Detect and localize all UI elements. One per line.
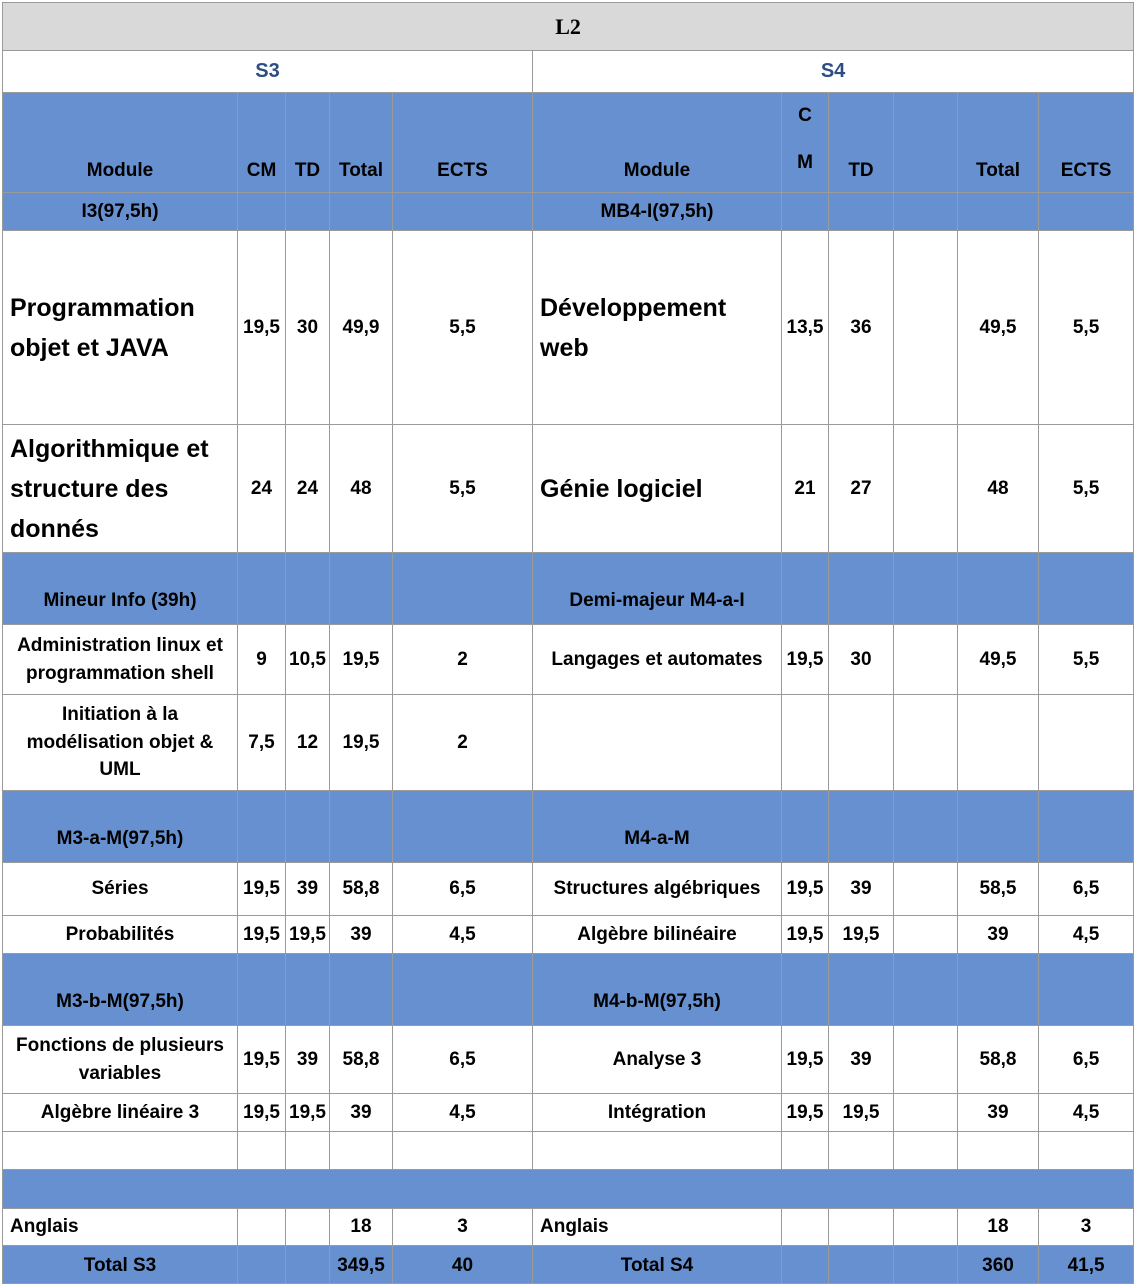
s3-td-value: 39 [286, 863, 330, 916]
table-row [3, 916, 1134, 954]
s4-ects-value: 6,5 [1039, 863, 1134, 916]
s4-module-name: Langages et automates [533, 625, 782, 695]
s4-ects-value: 4,5 [1039, 916, 1134, 954]
group-s4-label: M4-b-M(97,5h) [533, 954, 782, 1026]
s4-empty-cell [894, 1209, 958, 1246]
group-s3-label: M3-b-M(97,5h) [3, 954, 238, 1026]
s3-module-name: Programmation objet et JAVA [3, 231, 238, 425]
s4-module-name [533, 695, 782, 791]
table-row [3, 1209, 1134, 1246]
s3-ects-value: 2 [393, 625, 533, 695]
s4-module-name: Développement web [533, 231, 782, 425]
s4-total-value: 58,8 [958, 1026, 1039, 1094]
s4-total-value: 39 [958, 916, 1039, 954]
s3-ects-value: 6,5 [393, 863, 533, 916]
semester-row [3, 51, 1134, 93]
s3-td-value: 19,5 [286, 916, 330, 954]
s4-empty-cell [894, 1026, 958, 1094]
s3-module-name: Initiation à la modélisation objet & UML [3, 695, 238, 791]
s3-total-value: 19,5 [330, 695, 393, 791]
s3-module-name: Fonctions de plusieurs variables [3, 1026, 238, 1094]
semester-s3-label: S3 [3, 51, 533, 93]
s4-cm-value: 19,5 [782, 625, 829, 695]
table-row [3, 231, 1134, 425]
s3-cm-value: 19,5 [238, 863, 286, 916]
s4-td-value: 27 [829, 425, 894, 553]
s4-module-name: Intégration [533, 1094, 782, 1132]
s3-total-value: 48 [330, 425, 393, 553]
group-row-4 [3, 954, 1134, 1026]
s3-module-name: Anglais [3, 1209, 238, 1246]
s3-total-value: 19,5 [330, 625, 393, 695]
title-row [3, 3, 1134, 51]
s4-module-header: Module [533, 93, 782, 193]
s3-module-name: Algèbre linéaire 3 [3, 1094, 238, 1132]
total-s3-label: Total S3 [3, 1246, 238, 1284]
s4-ects-value: 5,5 [1039, 231, 1134, 425]
table-row [3, 1026, 1134, 1094]
s3-total-value: 18 [330, 1209, 393, 1246]
total-s4-label: Total S4 [533, 1246, 782, 1284]
s3-cm-value: 19,5 [238, 916, 286, 954]
s4-cm-header-line2: M [797, 151, 813, 173]
s3-cm-value: 19,5 [238, 1026, 286, 1094]
s4-cm-header [782, 93, 829, 193]
s4-cm-value: 19,5 [782, 1094, 829, 1132]
table-title: L2 [3, 3, 1134, 51]
s3-td-value: 10,5 [286, 625, 330, 695]
s3-td-value: 39 [286, 1026, 330, 1094]
s3-cm-value: 19,5 [238, 1094, 286, 1132]
s3-td-value: 12 [286, 695, 330, 791]
total-s3-ects: 40 [393, 1246, 533, 1284]
total-s3-hours: 349,5 [330, 1246, 393, 1284]
s4-ects-value: 5,5 [1039, 425, 1134, 553]
s4-module-name: Algèbre bilinéaire [533, 916, 782, 954]
s4-td-header: TD [829, 93, 894, 193]
s3-total-value: 58,8 [330, 1026, 393, 1094]
group-s3-label: I3(97,5h) [3, 193, 238, 231]
table-row [3, 863, 1134, 916]
s3-td-value: 24 [286, 425, 330, 553]
s3-module-header: Module [3, 93, 238, 193]
s4-cm-header-line1: C [798, 105, 812, 126]
table-row [3, 625, 1134, 695]
s3-ects-value: 6,5 [393, 1026, 533, 1094]
s4-total-value: 49,5 [958, 625, 1039, 695]
group-s3-label: Mineur Info (39h) [3, 553, 238, 625]
s3-cm-value [238, 1209, 286, 1246]
s4-module-name: Génie logiciel [533, 425, 782, 553]
s4-empty-cell [894, 916, 958, 954]
total-s4-hours: 360 [958, 1246, 1039, 1284]
s4-total-value: 49,5 [958, 231, 1039, 425]
s4-ects-header: ECTS [1039, 93, 1134, 193]
s4-empty-cell [894, 1094, 958, 1132]
totals-row [3, 1246, 1134, 1284]
s4-module-name: Anglais [533, 1209, 782, 1246]
s4-empty-cell [894, 231, 958, 425]
s3-ects-value: 5,5 [393, 425, 533, 553]
s3-td-value: 19,5 [286, 1094, 330, 1132]
s3-total-value: 49,9 [330, 231, 393, 425]
s3-total-value: 58,8 [330, 863, 393, 916]
s3-cm-value: 24 [238, 425, 286, 553]
s4-ects-value [1039, 695, 1134, 791]
s4-empty-cell [894, 625, 958, 695]
s3-ects-value: 5,5 [393, 231, 533, 425]
s4-empty-header [894, 93, 958, 193]
s4-ects-value: 5,5 [1039, 625, 1134, 695]
column-header-row [3, 93, 1134, 193]
s4-cm-value [782, 1209, 829, 1246]
s4-ects-value: 6,5 [1039, 1026, 1134, 1094]
table-row [3, 425, 1134, 553]
blank-blue-row [3, 1170, 1134, 1209]
s4-cm-value: 13,5 [782, 231, 829, 425]
group-s4-label: Demi-majeur M4-a-I [533, 553, 782, 625]
s4-empty-cell [894, 425, 958, 553]
s3-ects-value: 3 [393, 1209, 533, 1246]
semester-s4-label: S4 [533, 51, 1134, 93]
s4-module-name: Analyse 3 [533, 1026, 782, 1094]
s4-total-value: 58,5 [958, 863, 1039, 916]
group-row-3 [3, 791, 1134, 863]
s4-td-value: 19,5 [829, 1094, 894, 1132]
s4-cm-value: 19,5 [782, 1026, 829, 1094]
s3-total-value: 39 [330, 916, 393, 954]
s4-cm-value: 19,5 [782, 916, 829, 954]
s3-total-header: Total [330, 93, 393, 193]
s3-ects-header: ECTS [393, 93, 533, 193]
s4-empty-cell [894, 863, 958, 916]
s3-td-value [286, 1209, 330, 1246]
s4-cm-value [782, 695, 829, 791]
s3-td-header: TD [286, 93, 330, 193]
curriculum-table [2, 2, 1134, 1284]
s3-ects-value: 4,5 [393, 916, 533, 954]
s3-module-name: Séries [3, 863, 238, 916]
s3-module-name: Algorithmique et structure des donnés [3, 425, 238, 553]
s4-total-header: Total [958, 93, 1039, 193]
s4-total-value [958, 695, 1039, 791]
empty-row [3, 1132, 1134, 1170]
s4-td-value: 30 [829, 625, 894, 695]
s4-td-value: 19,5 [829, 916, 894, 954]
s4-module-name: Structures algébriques [533, 863, 782, 916]
s4-total-value: 39 [958, 1094, 1039, 1132]
group-row-2 [3, 553, 1134, 625]
s3-module-name: Administration linux et programmation shell [3, 625, 238, 695]
s4-td-value: 39 [829, 1026, 894, 1094]
s4-ects-value: 3 [1039, 1209, 1134, 1246]
s3-cm-header: CM [238, 93, 286, 193]
s4-empty-cell [894, 695, 958, 791]
s3-cm-value: 7,5 [238, 695, 286, 791]
s3-ects-value: 2 [393, 695, 533, 791]
group-s3-label: M3-a-M(97,5h) [3, 791, 238, 863]
s3-td-value: 30 [286, 231, 330, 425]
total-s4-ects: 41,5 [1039, 1246, 1134, 1284]
s4-td-value: 39 [829, 863, 894, 916]
s3-module-name: Probabilités [3, 916, 238, 954]
s3-total-value: 39 [330, 1094, 393, 1132]
s4-td-value [829, 1209, 894, 1246]
s4-td-value [829, 695, 894, 791]
table-row [3, 1094, 1134, 1132]
s4-cm-value: 21 [782, 425, 829, 553]
s3-cm-value: 19,5 [238, 231, 286, 425]
table-row [3, 695, 1134, 791]
group-row-1 [3, 193, 1134, 231]
s4-ects-value: 4,5 [1039, 1094, 1134, 1132]
s4-td-value: 36 [829, 231, 894, 425]
s4-cm-value: 19,5 [782, 863, 829, 916]
s4-total-value: 18 [958, 1209, 1039, 1246]
s3-ects-value: 4,5 [393, 1094, 533, 1132]
s4-total-value: 48 [958, 425, 1039, 553]
group-s4-label: MB4-I(97,5h) [533, 193, 782, 231]
group-s4-label: M4-a-M [533, 791, 782, 863]
s3-cm-value: 9 [238, 625, 286, 695]
